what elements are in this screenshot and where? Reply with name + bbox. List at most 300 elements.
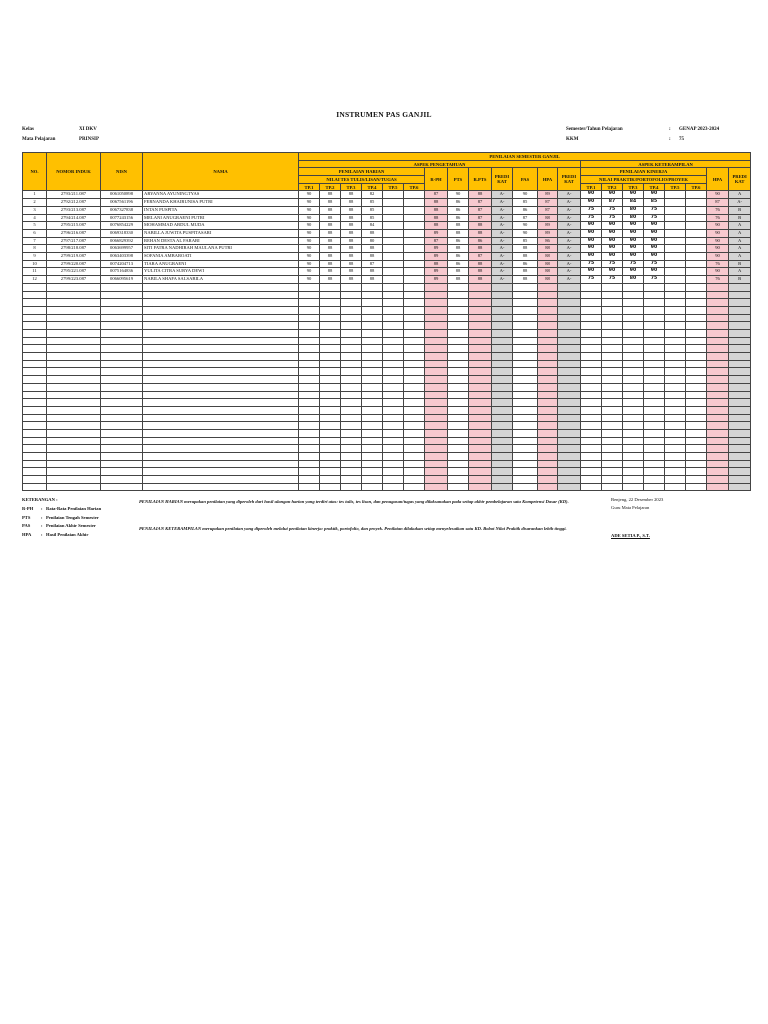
empty-cell <box>644 399 665 407</box>
empty-cell <box>448 322 469 330</box>
cell-pas: 90 <box>513 222 538 230</box>
empty-row <box>23 368 751 376</box>
legend-desc: Rata-Rata Penilaian Harian <box>46 506 102 511</box>
empty-cell <box>362 368 383 376</box>
empty-cell <box>341 483 362 491</box>
cell-hpa: 88 <box>538 245 558 253</box>
empty-cell <box>101 406 143 414</box>
empty-cell <box>23 360 47 368</box>
cell-pas: 88 <box>513 245 538 253</box>
harian-tp-1: TP.1 <box>299 183 320 191</box>
empty-cell <box>448 353 469 361</box>
empty-cell <box>320 345 341 353</box>
cell-tp: 90 <box>299 237 320 245</box>
empty-cell <box>644 306 665 314</box>
harian-tp-2: TP.2 <box>320 183 341 191</box>
empty-cell <box>581 283 602 291</box>
empty-cell <box>602 368 623 376</box>
empty-cell <box>558 314 581 322</box>
signature-place-date: Benjeng, 22 Desember 2023 <box>611 497 664 502</box>
cell-k-predikat: A <box>729 237 751 245</box>
empty-cell <box>320 368 341 376</box>
empty-cell <box>513 391 538 399</box>
cell-k-tp <box>665 214 686 222</box>
col-rph: R-PH <box>425 168 448 191</box>
empty-row <box>23 422 751 430</box>
empty-cell <box>23 422 47 430</box>
kkm-colon: : <box>669 137 671 142</box>
empty-cell <box>513 306 538 314</box>
table-row <box>23 199 751 207</box>
empty-cell <box>707 422 729 430</box>
empty-cell <box>707 437 729 445</box>
empty-cell <box>686 376 707 384</box>
empty-cell <box>644 414 665 422</box>
empty-cell <box>320 406 341 414</box>
cell-induk: 2792/212.087 <box>47 199 101 207</box>
empty-cell <box>729 476 751 484</box>
empty-cell <box>448 429 469 437</box>
empty-row <box>23 437 751 445</box>
empty-cell <box>341 322 362 330</box>
cell-induk: 2798/218.087 <box>47 245 101 253</box>
cell-tp: 90 <box>299 245 320 253</box>
empty-cell <box>341 291 362 299</box>
empty-cell <box>538 299 558 307</box>
empty-row <box>23 376 751 384</box>
empty-cell <box>23 445 47 453</box>
cell-k-tp: 90 <box>644 237 665 245</box>
cell-k-tp: 90 <box>602 237 623 245</box>
empty-cell <box>47 476 101 484</box>
cell-tp <box>404 260 425 268</box>
cell-predikat: A- <box>492 237 513 245</box>
cell-tp: 88 <box>320 245 341 253</box>
empty-cell <box>602 460 623 468</box>
empty-cell <box>341 460 362 468</box>
empty-cell <box>492 330 513 338</box>
cell-induk: 2795/215.087 <box>47 222 101 230</box>
empty-cell <box>492 391 513 399</box>
empty-cell <box>623 376 644 384</box>
empty-cell <box>581 360 602 368</box>
empty-cell <box>448 483 469 491</box>
cell-k-tp <box>686 276 707 284</box>
harian-tp-5: TP.5 <box>383 183 404 191</box>
empty-cell <box>404 306 425 314</box>
empty-cell <box>341 314 362 322</box>
empty-cell <box>686 391 707 399</box>
empty-cell <box>469 314 492 322</box>
empty-cell <box>707 399 729 407</box>
cell-no: 11 <box>23 268 47 276</box>
empty-cell <box>448 330 469 338</box>
cell-induk: 2793/211.087 <box>47 191 101 199</box>
empty-cell <box>644 330 665 338</box>
empty-cell <box>665 429 686 437</box>
cell-predikat-2: A- <box>558 245 581 253</box>
empty-cell <box>602 414 623 422</box>
cell-k-hpa: 90 <box>707 229 729 237</box>
cell-k-tp: 75 <box>581 214 602 222</box>
penilaian-harian-header: PENILAIAN HARIAN <box>299 168 425 176</box>
empty-cell <box>492 429 513 437</box>
empty-cell <box>143 429 299 437</box>
cell-tp: 88 <box>341 214 362 222</box>
cell-k-tp: 80 <box>623 276 644 284</box>
cell-nisn: 0074204713 <box>101 260 143 268</box>
empty-cell <box>425 414 448 422</box>
cell-no: 7 <box>23 237 47 245</box>
cell-hpa: 88 <box>538 214 558 222</box>
empty-cell <box>425 445 448 453</box>
empty-cell <box>383 429 404 437</box>
empty-cell <box>425 360 448 368</box>
cell-tp: 88 <box>320 222 341 230</box>
cell-pts: 86 <box>448 260 469 268</box>
cell-predikat-2: A- <box>558 253 581 261</box>
empty-cell <box>47 399 101 407</box>
cell-rpts: 88 <box>469 268 492 276</box>
empty-cell <box>320 337 341 345</box>
cell-predikat: A- <box>492 229 513 237</box>
kkm-label: KKM <box>566 137 579 142</box>
empty-cell <box>686 368 707 376</box>
empty-cell <box>581 468 602 476</box>
empty-cell <box>320 291 341 299</box>
empty-cell <box>729 406 751 414</box>
empty-cell <box>341 376 362 384</box>
cell-rph: 88 <box>425 222 448 230</box>
empty-cell <box>729 314 751 322</box>
empty-cell <box>665 391 686 399</box>
empty-cell <box>362 383 383 391</box>
cell-tp <box>383 199 404 207</box>
nilai-praktik-header: NILAI PRAKTIK/PORTOFOLIO/PROYEK <box>581 176 707 184</box>
cell-k-tp <box>686 237 707 245</box>
empty-cell <box>469 429 492 437</box>
empty-cell <box>299 283 320 291</box>
empty-cell <box>320 360 341 368</box>
empty-cell <box>383 476 404 484</box>
empty-cell <box>558 399 581 407</box>
empty-cell <box>299 391 320 399</box>
empty-cell <box>101 468 143 476</box>
empty-cell <box>425 376 448 384</box>
empty-cell <box>581 376 602 384</box>
table-row <box>23 245 751 253</box>
cell-no: 3 <box>23 206 47 214</box>
empty-cell <box>362 376 383 384</box>
empty-cell <box>383 468 404 476</box>
cell-nisn: 0067327838 <box>101 206 143 214</box>
empty-cell <box>558 429 581 437</box>
empty-cell <box>623 368 644 376</box>
cell-k-tp: 90 <box>581 245 602 253</box>
empty-cell <box>448 468 469 476</box>
empty-cell <box>707 306 729 314</box>
col-no: NO. <box>23 153 47 191</box>
cell-tp <box>383 222 404 230</box>
empty-cell <box>23 414 47 422</box>
empty-cell <box>469 445 492 453</box>
empty-row <box>23 345 751 353</box>
penilaian-semester-header: PENILAIAN SEMESTER GANJIL <box>299 153 751 161</box>
empty-cell <box>538 406 558 414</box>
cell-tp: 88 <box>341 276 362 284</box>
cell-induk: 2799/219.087 <box>47 253 101 261</box>
empty-cell <box>101 306 143 314</box>
cell-induk: 2795/221.087 <box>47 268 101 276</box>
empty-cell <box>492 291 513 299</box>
empty-cell <box>729 337 751 345</box>
empty-cell <box>602 429 623 437</box>
empty-cell <box>362 291 383 299</box>
cell-rph: 88 <box>425 206 448 214</box>
empty-cell <box>665 376 686 384</box>
empty-cell <box>320 422 341 430</box>
signature-role: Guru Mata Pelajaran <box>611 505 650 510</box>
empty-cell <box>729 322 751 330</box>
empty-cell <box>23 453 47 461</box>
empty-cell <box>558 322 581 330</box>
empty-cell <box>686 299 707 307</box>
empty-cell <box>425 368 448 376</box>
cell-k-predikat: A <box>729 268 751 276</box>
cell-k-tp <box>686 245 707 253</box>
empty-cell <box>602 422 623 430</box>
empty-cell <box>558 422 581 430</box>
cell-k-tp: 90 <box>623 222 644 230</box>
empty-cell <box>707 414 729 422</box>
empty-cell <box>101 345 143 353</box>
empty-cell <box>644 376 665 384</box>
empty-cell <box>623 306 644 314</box>
legend-abbr: PAS <box>22 523 31 528</box>
empty-cell <box>47 453 101 461</box>
cell-predikat: A- <box>492 260 513 268</box>
empty-cell <box>644 299 665 307</box>
empty-cell <box>492 353 513 361</box>
cell-k-tp <box>686 222 707 230</box>
empty-cell <box>513 460 538 468</box>
cell-k-tp: 90 <box>623 253 644 261</box>
empty-cell <box>143 399 299 407</box>
empty-cell <box>425 406 448 414</box>
empty-cell <box>448 460 469 468</box>
empty-cell <box>602 391 623 399</box>
cell-rph: 89 <box>425 245 448 253</box>
cell-no: 12 <box>23 276 47 284</box>
cell-k-tp <box>665 222 686 230</box>
empty-cell <box>469 422 492 430</box>
cell-k-tp: 75 <box>644 214 665 222</box>
empty-cell <box>492 399 513 407</box>
empty-cell <box>47 406 101 414</box>
cell-k-tp: 75 <box>623 260 644 268</box>
col-k-hpa: HPA <box>707 168 729 191</box>
keterangan-heading: KETERANGAN : <box>22 497 58 502</box>
empty-cell <box>469 376 492 384</box>
empty-cell <box>320 322 341 330</box>
empty-cell <box>686 468 707 476</box>
cell-k-hpa: 87 <box>707 199 729 207</box>
empty-cell <box>448 283 469 291</box>
legend-sep: : <box>41 506 43 511</box>
empty-cell <box>101 322 143 330</box>
cell-nisn: 0066829392 <box>101 237 143 245</box>
empty-cell <box>143 483 299 491</box>
empty-cell <box>538 445 558 453</box>
cell-k-tp <box>665 245 686 253</box>
empty-cell <box>47 291 101 299</box>
empty-cell <box>320 353 341 361</box>
empty-cell <box>623 299 644 307</box>
empty-cell <box>469 291 492 299</box>
empty-row <box>23 283 751 291</box>
col-rpts: R.PTS <box>469 168 492 191</box>
empty-cell <box>383 422 404 430</box>
col-predikat: PREDI KAT <box>492 168 513 191</box>
empty-cell <box>581 330 602 338</box>
empty-cell <box>143 345 299 353</box>
empty-cell <box>23 330 47 338</box>
empty-cell <box>558 468 581 476</box>
cell-tp <box>383 276 404 284</box>
empty-cell <box>383 399 404 407</box>
cell-tp: 88 <box>341 260 362 268</box>
cell-tp: 82 <box>362 191 383 199</box>
empty-cell <box>47 468 101 476</box>
empty-cell <box>320 306 341 314</box>
legend-item <box>22 523 142 532</box>
empty-cell <box>707 445 729 453</box>
empty-cell <box>665 345 686 353</box>
cell-k-hpa: 90 <box>707 245 729 253</box>
empty-cell <box>513 468 538 476</box>
empty-cell <box>341 330 362 338</box>
empty-cell <box>404 322 425 330</box>
cell-k-tp: 75 <box>644 260 665 268</box>
cell-pas: 86 <box>513 260 538 268</box>
cell-tp <box>383 260 404 268</box>
empty-cell <box>404 437 425 445</box>
empty-cell <box>362 314 383 322</box>
cell-rph: 87 <box>425 237 448 245</box>
cell-nisn: 0063403398 <box>101 253 143 261</box>
empty-cell <box>47 314 101 322</box>
empty-cell <box>623 429 644 437</box>
empty-cell <box>362 460 383 468</box>
empty-cell <box>299 330 320 338</box>
empty-cell <box>602 476 623 484</box>
cell-k-tp: 75 <box>602 276 623 284</box>
cell-hpa: 89 <box>538 222 558 230</box>
empty-cell <box>729 445 751 453</box>
empty-cell <box>320 414 341 422</box>
empty-cell <box>425 345 448 353</box>
empty-cell <box>404 453 425 461</box>
empty-cell <box>513 299 538 307</box>
empty-cell <box>101 360 143 368</box>
empty-cell <box>320 299 341 307</box>
col-nama: NAMA <box>143 153 299 191</box>
empty-cell <box>644 283 665 291</box>
signature-name: ADE SETIA P., S.T. <box>611 533 650 538</box>
empty-cell <box>492 345 513 353</box>
cell-rph: 88 <box>425 214 448 222</box>
cell-k-tp <box>665 260 686 268</box>
semester-label: Semester/Tahun Pelajaran <box>566 127 623 132</box>
empty-cell <box>623 468 644 476</box>
empty-cell <box>513 422 538 430</box>
empty-cell <box>665 306 686 314</box>
empty-cell <box>341 468 362 476</box>
empty-cell <box>581 322 602 330</box>
cell-k-tp <box>686 191 707 199</box>
cell-tp: 88 <box>320 260 341 268</box>
empty-cell <box>581 383 602 391</box>
empty-cell <box>581 406 602 414</box>
empty-cell <box>469 306 492 314</box>
cell-k-tp <box>686 229 707 237</box>
empty-cell <box>299 460 320 468</box>
empty-cell <box>644 345 665 353</box>
empty-cell <box>492 283 513 291</box>
empty-cell <box>299 345 320 353</box>
empty-cell <box>644 391 665 399</box>
empty-cell <box>538 437 558 445</box>
empty-cell <box>644 353 665 361</box>
empty-row <box>23 453 751 461</box>
empty-cell <box>383 322 404 330</box>
cell-predikat-2: A- <box>558 191 581 199</box>
empty-cell <box>686 291 707 299</box>
empty-cell <box>143 330 299 338</box>
empty-cell <box>383 445 404 453</box>
cell-induk: 2796/216.087 <box>47 229 101 237</box>
empty-cell <box>665 314 686 322</box>
empty-cell <box>341 368 362 376</box>
empty-cell <box>101 283 143 291</box>
cell-predikat: A- <box>492 245 513 253</box>
empty-cell <box>404 476 425 484</box>
cell-nama: NABILA SHAFA SALSABILA <box>143 276 299 284</box>
cell-rpts: 88 <box>469 229 492 237</box>
empty-cell <box>47 360 101 368</box>
empty-cell <box>686 383 707 391</box>
empty-cell <box>425 437 448 445</box>
empty-cell <box>686 283 707 291</box>
empty-cell <box>341 306 362 314</box>
empty-cell <box>425 429 448 437</box>
empty-cell <box>665 330 686 338</box>
empty-cell <box>581 476 602 484</box>
empty-cell <box>644 445 665 453</box>
empty-cell <box>623 314 644 322</box>
empty-cell <box>448 345 469 353</box>
empty-cell <box>425 291 448 299</box>
empty-cell <box>665 322 686 330</box>
cell-k-tp <box>686 206 707 214</box>
empty-cell <box>47 422 101 430</box>
empty-cell <box>23 368 47 376</box>
empty-cell <box>341 406 362 414</box>
empty-cell <box>558 330 581 338</box>
empty-cell <box>665 476 686 484</box>
cell-k-hpa: 90 <box>707 237 729 245</box>
cell-tp: 90 <box>299 199 320 207</box>
